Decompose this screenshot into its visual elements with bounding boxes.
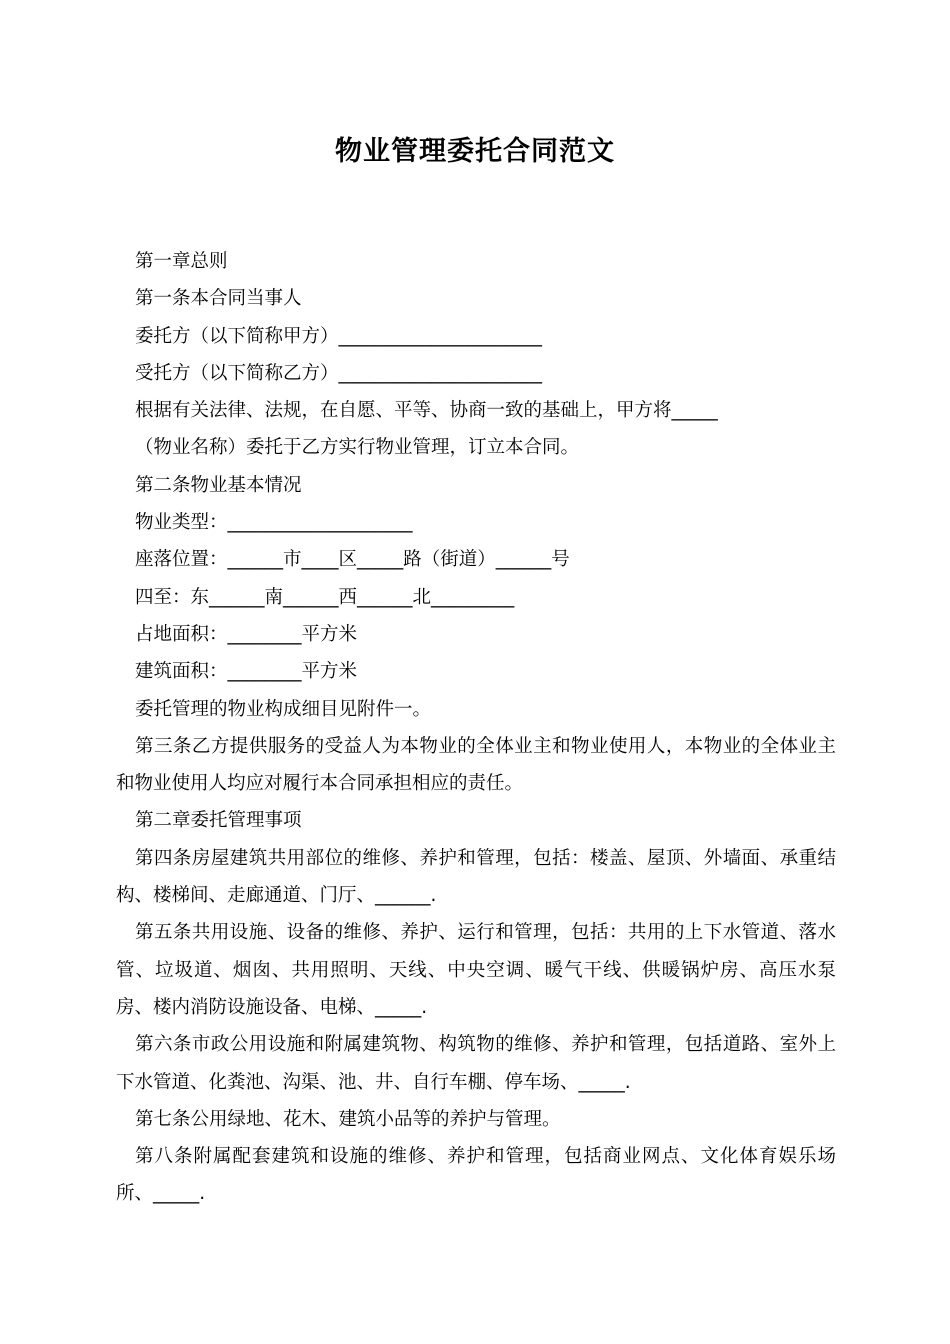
article-paragraph: 根据有关法律、法规，在自愿、平等、协商一致的基础上，甲方将_____ (135, 400, 718, 422)
article-paragraph: 第四条房屋建筑共用部位的维修、养护和管理，包括：楼盖、屋顶、外墙面、承重结构、楼梯间、走廊通道、门厅、______. (116, 847, 836, 907)
chapter-heading: 第一章总则 (135, 251, 228, 272)
article-paragraph: 第一条本合同当事人 (135, 288, 302, 310)
article-paragraph: 第二条物业基本情况 (135, 474, 302, 496)
article-paragraph: 座落位置：______市____区_____路（街道）______号 (135, 549, 570, 571)
document-title: 物业管理委托合同范文 (335, 136, 615, 167)
article-paragraph: （物业名称）委托于乙方实行物业管理，订立本合同。 (135, 437, 580, 459)
article-paragraph: 建筑面积：________平方米 (135, 661, 358, 683)
article-paragraph: 委托方（以下简称甲方）______________________ (135, 325, 543, 347)
chapter-heading: 第二章委托管理事项 (135, 810, 302, 832)
article-paragraph: 第三条乙方提供服务的受益人为本物业的全体业主和物业使用人，本物业的全体业主和物业使用人均应对履行本合同承担相应的责任。 (116, 735, 836, 795)
document-body (116, 243, 836, 1213)
article-paragraph: 四至：东______南______西______北_________ (135, 586, 515, 608)
article-paragraph: 第八条附属配套建筑和设施的维修、养护和管理，包括商业网点、文化体育娱乐场所、_____. (116, 1146, 836, 1205)
article-paragraph: 物业类型：____________________ (135, 512, 413, 534)
article-paragraph: 第五条共用设施、设备的维修、养护、运行和管理，包括：共用的上下水管道、落水管、垃圾道、烟囱、共用照明、天线、中央空调、暖气干线、供暖锅炉房、高压水泵房、楼内消防设施设备、电梯、_____. (116, 922, 836, 1018)
article-paragraph: 委托管理的物业构成细目见附件一。 (135, 698, 432, 720)
article-paragraph: 占地面积：________平方米 (135, 623, 358, 645)
article-paragraph: 第六条市政公用设施和附属建筑物、构筑物的维修、养护和管理，包括道路、室外上下水管道、化粪池、沟渠、池、井、自行车棚、停车场、_____. (116, 1034, 836, 1093)
article-paragraph: 第七条公用绿地、花木、建筑小品等的养护与管理。 (135, 1108, 561, 1130)
article-paragraph: 受托方（以下简称乙方）______________________ (135, 362, 543, 384)
